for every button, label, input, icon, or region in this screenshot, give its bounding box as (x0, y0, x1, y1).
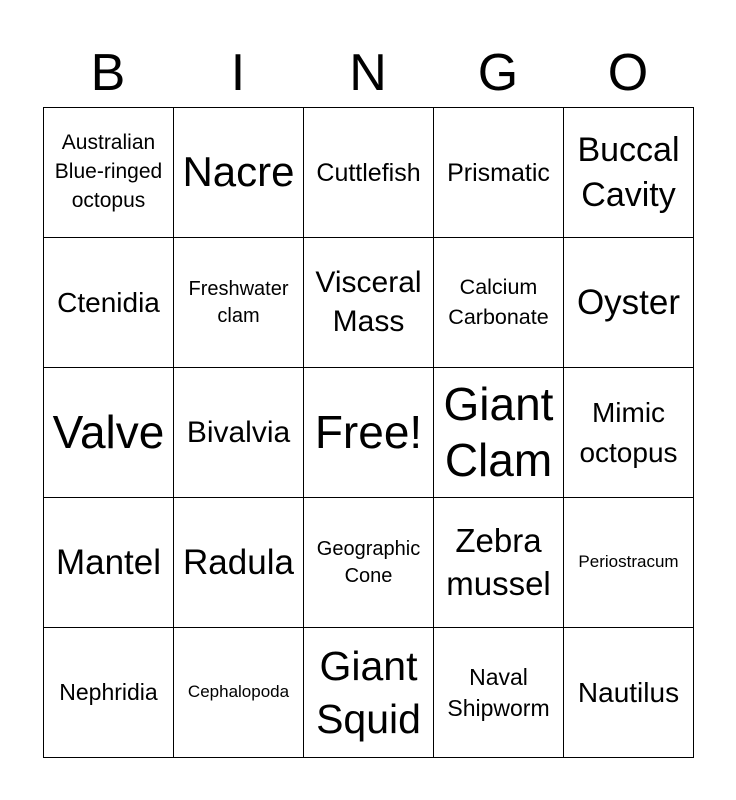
bingo-cell[interactable] (44, 108, 174, 238)
cell-label: Buccal Cavity (577, 131, 680, 214)
cell-label: Free! (314, 405, 423, 458)
bingo-cell[interactable] (434, 108, 564, 238)
cell-label: Calcium Carbonate (448, 275, 549, 329)
bingo-cell[interactable] (174, 108, 304, 238)
bingo-cell[interactable] (174, 368, 304, 498)
bingo-cell[interactable] (174, 238, 304, 368)
bingo-cell[interactable] (44, 238, 174, 368)
bingo-cell[interactable] (564, 238, 694, 368)
cell-label: Nacre (182, 148, 295, 196)
bingo-card (43, 107, 694, 758)
header-letter-b: B (90, 44, 126, 102)
cell-label: Bivalvia (186, 415, 291, 449)
bingo-cell[interactable] (434, 498, 564, 628)
bingo-cell[interactable] (44, 498, 174, 628)
header-letter-o: O (607, 44, 649, 102)
bingo-cell[interactable] (564, 628, 694, 758)
cell-label: Freshwater clam (188, 277, 289, 327)
bingo-cell[interactable] (174, 498, 304, 628)
bingo-cell[interactable] (564, 108, 694, 238)
cell-label: Australian Blue-ringed octopus (54, 131, 163, 212)
bingo-cell[interactable] (564, 498, 694, 628)
cell-label: Nephridia (59, 678, 158, 705)
bingo-cell[interactable] (304, 498, 434, 628)
cell-label: Giant Clam (443, 378, 554, 486)
cell-label: Giant Squid (316, 643, 421, 742)
cell-label: Radula (183, 542, 294, 582)
header-letter-i: I (230, 44, 246, 102)
cell-label: Naval Shipworm (447, 663, 550, 721)
bingo-cell[interactable] (174, 628, 304, 758)
cell-label: Oyster (576, 282, 681, 322)
bingo-cell[interactable] (44, 628, 174, 758)
bingo-cell[interactable] (564, 368, 694, 498)
header-letter-n: N (349, 44, 387, 102)
cell-label: Mantel (55, 542, 162, 582)
free-space[interactable] (304, 368, 434, 498)
cell-label: Cephalopoda (187, 682, 290, 702)
bingo-cell[interactable] (434, 368, 564, 498)
cell-label: Ctenidia (57, 286, 160, 318)
bingo-cell[interactable] (434, 238, 564, 368)
cell-label: Geographic Cone (316, 537, 421, 587)
bingo-cell[interactable] (304, 108, 434, 238)
header-letter-g: G (477, 44, 519, 102)
bingo-cell[interactable] (304, 238, 434, 368)
cell-label: Zebra mussel (446, 521, 551, 602)
cell-label: Prismatic (447, 158, 550, 187)
bingo-cell[interactable] (304, 628, 434, 758)
bingo-cell[interactable] (44, 368, 174, 498)
cell-label: Mimic octopus (579, 397, 678, 468)
cell-label: Valve (52, 405, 165, 458)
bingo-cell[interactable] (434, 628, 564, 758)
cell-label: Cuttlefish (316, 158, 421, 187)
bingo-header (43, 40, 693, 106)
cell-label: Nautilus (577, 676, 680, 708)
cell-label: Periostracum (578, 552, 679, 572)
cell-label: Visceral Mass (315, 266, 422, 338)
